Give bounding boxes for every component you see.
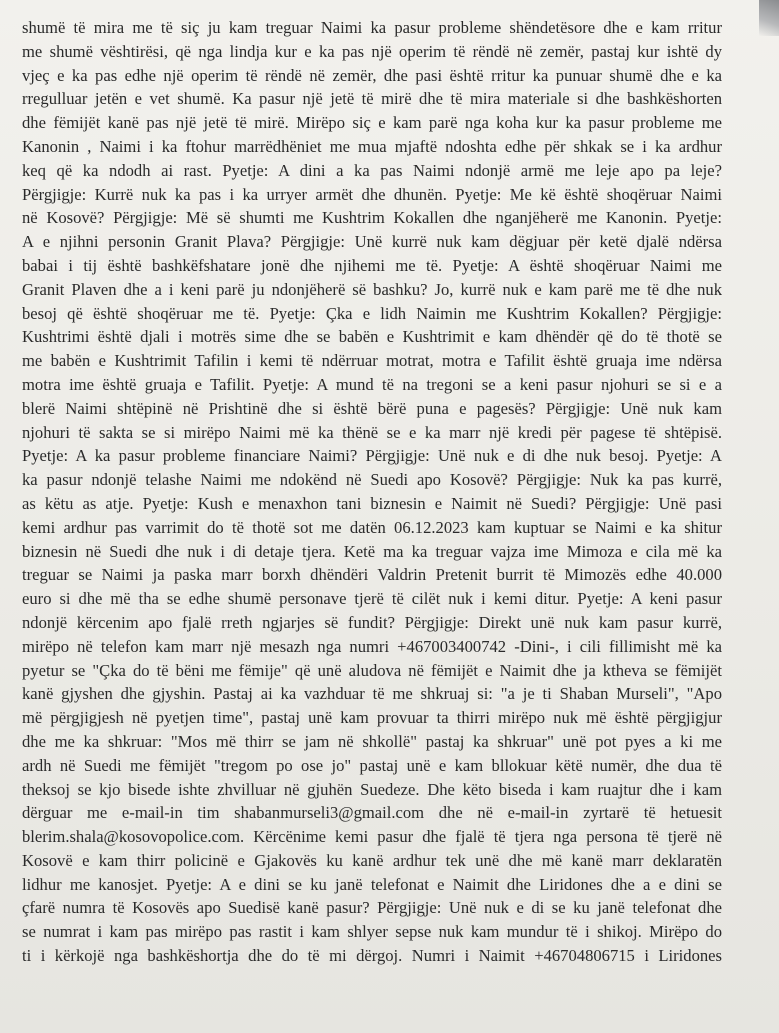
text-line: Kosovë e kam thirr policinë e Gjakovës ku kanë ardhur tek unë dhe më kanë marr deklaratën — [22, 850, 722, 870]
text-line: pyetur se "Çka do të bëni me fëmije" që unë aludova në fëmijët e Naimit dhe ja ktheva se fëmijët — [22, 660, 722, 680]
text-line: Kanonin , Naimi i ka ftohur marrëdhëniet me mua mjaftë ndoshta edhe për shkak se i ka ardhur — [22, 136, 722, 156]
text-line: Granit Plaven dhe a i keni parë ju ndonjëherë së bashku? Jo, kurrë nuk e kam parë me të dhe nuk — [22, 279, 722, 299]
text-line: as këtu as atje. Pyetje: Kush e menaxhon tani biznesin e Naimit në Suedi? Përgjigje: Unë pasi — [22, 493, 722, 513]
text-line: keq që ka ndodh ai rast. Pyetje: A dini a ka pas Naimi ndonjë armë me leje apo pa leje? — [22, 160, 722, 180]
text-line: kanë gjyshen dhe gjyshin. Pastaj ai ka vazhduar të me shkruaj si: "a je ti Shaban Murseli", "Apo — [22, 684, 722, 704]
text-line: biznesin në Suedi dhe nuk i di detaje tjera. Ketë ma ka treguar vajza ime Mimoza e cila më ka — [22, 541, 722, 561]
text-line: dhe fëmijët kanë pas një jetë të mirë. Mirëpo siç e kam parë nga koha kur ka pasur probleme me — [22, 113, 722, 133]
text-line: dërguar me e-mail-in tim shabanmurseli3@gmail.com dhe në e-mail-in zyrtarë të hetuesit — [22, 803, 722, 823]
text-line: Kushtrimi është djali i motrës sime dhe se babën e Kushtrimit e kam dhëndër që do të thotë se — [22, 327, 722, 347]
text-line: A e njihni personin Granit Plava? Përgjigje: Unë kurrë nuk kam dëgjuar për ketë djalë ndërsa — [22, 232, 722, 252]
text-line: rregulluar jetën e vet shumë. Ka pasur një jetë të mirë dhe të mira materiale si dhe bashkëshorten — [22, 89, 722, 109]
text-line: Pyetje: A ka pasur probleme financiare Naimi? Përgjigje: Unë nuk e di dhe nuk besoj. Pyetje: A — [22, 446, 722, 466]
text-line: lidhur me kanosjet. Pyetje: A e dini se ku janë telefonat e Naimit dhe Liridones dhe a e dini se — [22, 874, 722, 894]
text-line: më përgjigjesh në pyetjen time", pastaj unë kam provuar ta thirri mirëpo nuk më është përgjigjur — [22, 708, 722, 728]
text-line: treguar se Naimi ja paska marr borxh dhëndëri Valdrin Pretenit burrit të Mimozës edhe 40.000 — [22, 565, 722, 585]
text-line: theksoj se kjo bisede ishte zhvilluar në gjuhën Suedeze. Dhe këto biseda i kam ruajtur dhe i kam — [22, 779, 722, 799]
text-line: kemi ardhur pas varrimit do të thotë sot me datën 06.12.2023 kam kuptuar se Naimi e ka shitur — [22, 517, 722, 537]
text-line: me babën e Kushtrimit Tafilin i kemi të ndërruar motrat, motra e Tafilit është gruaja ime ndërsa — [22, 351, 722, 371]
text-line: ka pasur ndonjë telashe Naimi me ndokënd në Suedi apo Kosovë? Përgjigje: Nuk ka pas kurrë, — [22, 470, 722, 490]
text-line: ardh në Suedi me fëmijët "tregom po ose jo" pastaj unë e kam bllokuar këtë numër, dhe dua të — [22, 755, 722, 775]
text-line: çfarë numra të Kosovës apo Suedisë kanë pasur? Përgjigje: Unë nuk e di se ku janë telefonat dhe — [22, 898, 722, 918]
text-line: ti i kërkojë nga bashkëshortja dhe do të mi dërgoj. Numri i Naimit +46704806715 i Liridones — [22, 946, 722, 966]
text-line: besoj që është shoqëruar me të. Pyetje: Çka e lidh Naimin me Kushtrim Kokallen? Përgjigje: — [22, 303, 722, 323]
text-line: blerë Naimi shtëpinë në Prishtinë dhe si është bërë puna e pagesës? Përgjigje: Unë nuk kam — [22, 398, 722, 418]
text-line: me shumë vështirësi, që nga lindja kur e ka pas një operim të rëndë në zemër, pastaj kur ishtë dy — [22, 41, 722, 61]
text-line: euro si dhe më tha se edhe shumë personave tjerë të cilët nuk i kemi ditur. Pyetje: A keni pasur — [22, 589, 722, 609]
text-line: dhe me ka shkruar: "Mos më thirr se jam në shkollë" pastaj ka shkruar" unë pot pyes a ki me — [22, 731, 722, 751]
text-line: babai i tij është bashkëfshatare jonë dhe njihemi me të. Pyetje: A është shoqëruar Naimi me — [22, 255, 722, 275]
text-line: motra ime është gruaja e Tafilit. Pyetje: A mund të na tregoni se a keni pasur njohuri se si e a — [22, 374, 722, 394]
text-line: blerim.shala@kosovopolice.com. Kërcënime kemi pasur dhe fjalë të tjera nga persona të tjerë në — [22, 827, 722, 847]
text-line: se numrat i kam pas mirëpo pas rastit i kam shlyer sepse nuk kam mundur të i shikoj. Mirëpo do — [22, 922, 722, 942]
text-line: ndonjë kërcenim apo fjalë rreth ngjarjes së fundit? Përgjigje: Direkt unë nuk kam pasur kurrë, — [22, 612, 722, 632]
text-line: Përgjigje: Kurrë nuk ka pas i ka urryer armët dhe dhunën. Pyetje: Me kë është shoqëruar Naimi — [22, 184, 722, 204]
text-line: njohuri të sakta se si mirëpo Naimi më ka thënë se e ka marr një kredi për pagese të shtëpisë. — [22, 422, 722, 442]
text-line: në Kosovë? Përgjigje: Më së shumti me Kushtrim Kokallen dhe nganjëherë me Kanonin. Pyetje: — [22, 208, 722, 228]
page-corner-shadow — [759, 0, 779, 36]
text-line: mirëpo në telefon kam marr një mesazh nga numri +467003400742 -Dini-, i cili fillimisht më ka — [22, 636, 722, 656]
text-line: vjeç e ka pas edhe një operim të rëndë në zemër, dhe pasi është rritur ka punuar shumë dhe e ka — [22, 65, 722, 85]
statement-text — [22, 16, 722, 968]
text-line: shumë të mira me të siç ju kam treguar Naimi ka pasur probleme shëndetësore dhe e kam rritur — [22, 18, 722, 37]
